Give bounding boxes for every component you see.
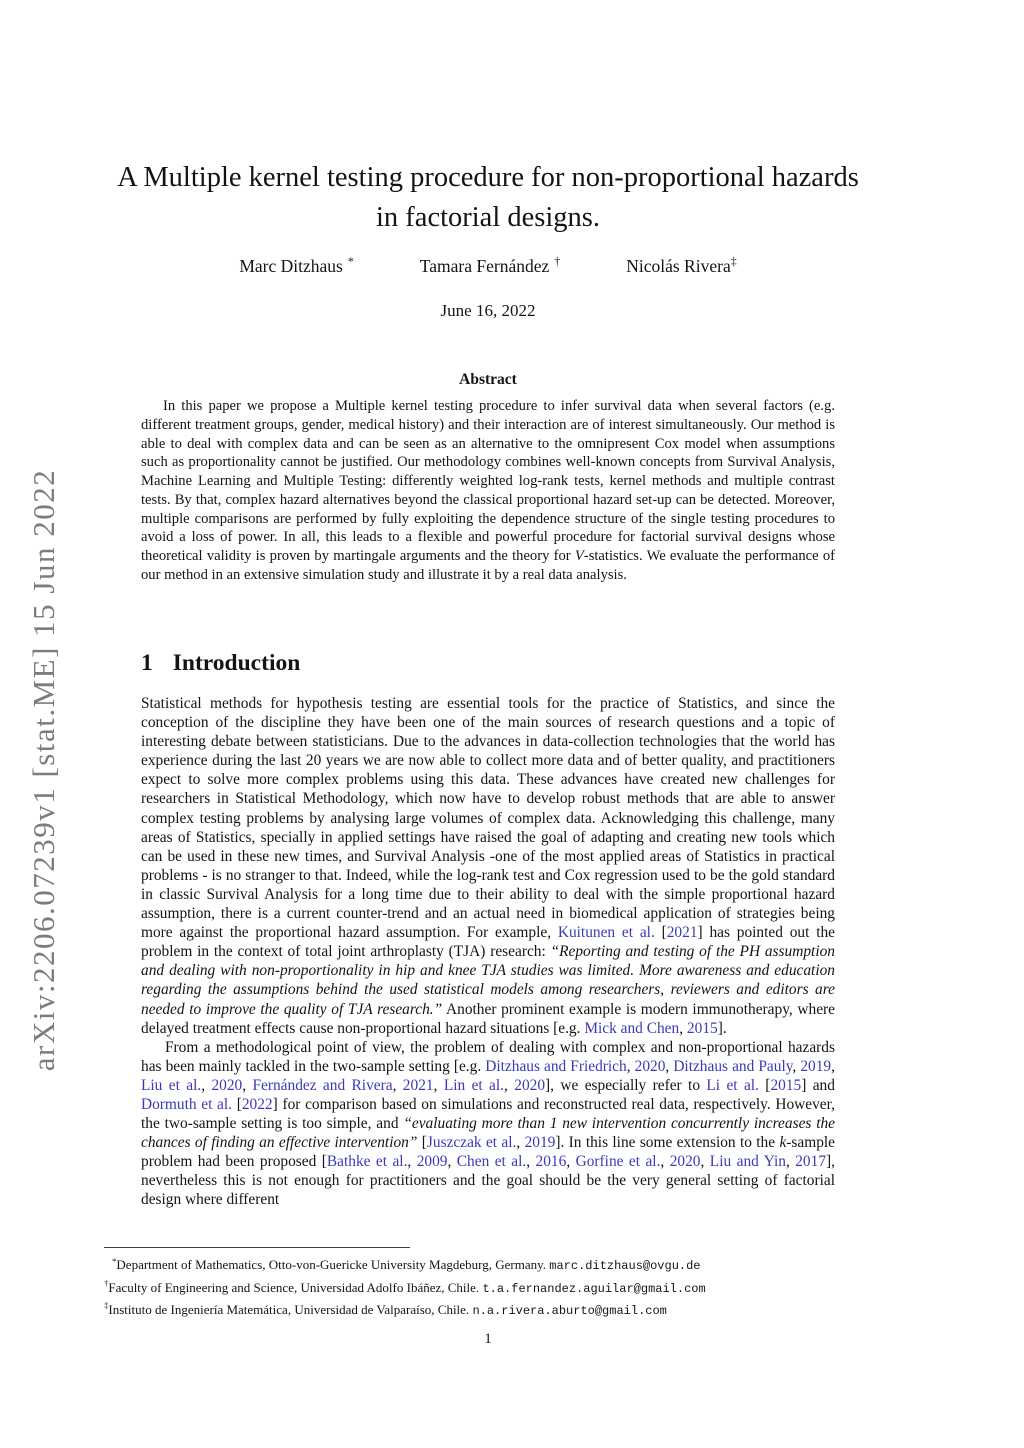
author-affiliation-mark: ‡ (730, 254, 737, 268)
citation-link[interactable]: Fernández and Rivera (252, 1076, 393, 1094)
text-segment: [ (654, 924, 667, 942)
citation-link[interactable]: Li et al. (706, 1076, 759, 1094)
citation-link[interactable]: Liu et al. (141, 1076, 202, 1094)
author (626, 254, 736, 277)
citation-link[interactable]: Bathke et al. (326, 1153, 408, 1171)
text-segment: Another prominent example is modern immunotherapy, where delayed treatment effects cause non-proportional hazard situations [e.g. (141, 1000, 835, 1037)
citation-link[interactable]: Kuitunen et al. (557, 924, 655, 942)
text-segment: , (407, 1153, 417, 1171)
text-segment: -sample problem had been proposed [ (141, 1134, 836, 1171)
paper-title-line: in factorial designs. (376, 202, 600, 233)
paper-date: June 16, 2022 (440, 301, 536, 320)
text-segment: ], we especially refer to (545, 1076, 707, 1094)
text-segment: , (516, 1134, 525, 1152)
footnote-mark: † (104, 1278, 109, 1289)
citation-link[interactable]: Ditzhaus and Friedrich (485, 1057, 627, 1075)
text-segment: , (242, 1076, 253, 1094)
author-list (239, 254, 736, 277)
text-segment: , (433, 1076, 444, 1094)
citation-link[interactable]: 2020 (514, 1076, 546, 1094)
citation-link[interactable]: 2019 (524, 1134, 556, 1152)
citation-link[interactable]: Lin et al. (443, 1076, 505, 1094)
citation-link[interactable]: Juszczak et al. (426, 1134, 517, 1152)
text-segment: -statistics. We evaluate the performance of our method in an extensive simulation study and illustrate it by a real data analysis. (141, 548, 836, 583)
citation-link[interactable]: Gorfine et al. (575, 1153, 661, 1171)
citation-link[interactable]: 2019 (800, 1057, 832, 1075)
citation-link[interactable]: 2021 (402, 1076, 434, 1094)
text-segment: “Reporting and testing of the PH assumption and dealing with non-proportionality in hip and knee TJA studies was limited. More awareness and education regarding the assumptions behind the used statistical models among researchers, reviewers and editors are needed to improve the quality of TJA research.” (141, 943, 835, 1018)
citation-link[interactable]: 2022 (241, 1095, 273, 1113)
text-segment: Instituto de Ingeniería Matemática, Universidad de Valparaíso, Chile. (108, 1301, 473, 1317)
citation-link[interactable]: 2020 (634, 1057, 666, 1075)
paper-title-line: A Multiple kernel testing procedure for non-proportional hazards (117, 162, 859, 193)
citation-link[interactable]: 2021 (666, 924, 698, 942)
text-segment: “evaluating more than 1 new intervention concurrently increases the chances of finding an effective intervention” (141, 1115, 835, 1152)
text-segment: , (700, 1153, 710, 1171)
email-text: n.a.rivera.aburto@gmail.com (472, 1303, 667, 1318)
text-segment: , (626, 1057, 635, 1075)
text-segment: , (785, 1153, 796, 1171)
text-segment: ]. (717, 1019, 727, 1037)
text-segment: ] and (801, 1076, 835, 1094)
footnote-text (116, 1257, 700, 1272)
footnote-rule (104, 1247, 410, 1248)
text-segment: ] for comparison based on simulations and reconstructed real data, respectively. However, the two-sample setting is too simple, and (141, 1095, 835, 1133)
text-segment: Department of Mathematics, Otto-von-Guericke University Magdeburg, Germany. (116, 1257, 550, 1273)
text-segment: , (504, 1076, 515, 1094)
text-segment: ] has pointed out the problem in the context of total joint arthroplasty (TJA) research: (141, 924, 835, 961)
text-segment: , (447, 1153, 457, 1171)
citation-link[interactable]: 2017 (795, 1153, 827, 1171)
footnote (104, 1253, 816, 1275)
paper-title (117, 158, 859, 238)
abstract-body (141, 397, 835, 585)
footnote (104, 1297, 816, 1319)
footnote-mark: * (112, 1256, 117, 1266)
footnote (104, 1275, 816, 1297)
email-text: marc.ditzhaus@ovgu.de (549, 1259, 701, 1274)
author-name: Marc Ditzhaus (239, 255, 343, 276)
arxiv-stamp: arXiv:2206.07239v1 [stat.ME] 15 Jun 2022 (26, 468, 61, 1072)
citation-link[interactable]: 2020 (669, 1153, 701, 1171)
text-segment: [ (232, 1095, 242, 1113)
text-segment: , (792, 1057, 801, 1075)
intro-paragraph-2 (141, 1038, 835, 1210)
text-segment: , (526, 1153, 536, 1171)
citation-link[interactable]: 2015 (686, 1019, 718, 1037)
section-title: Introduction (172, 650, 301, 676)
text-segment: , (392, 1076, 403, 1094)
footnote-text (108, 1302, 666, 1317)
author (420, 254, 560, 277)
intro-paragraph-1 (141, 694, 835, 1038)
introduction-text (141, 694, 835, 1210)
text-segment: , (566, 1153, 576, 1171)
text-segment: From a methodological point of view, the problem of dealing with complex and non-proportional hazards has been mainly tackled in the two-sample setting [e.g. (141, 1038, 835, 1075)
text-segment: , (201, 1076, 212, 1094)
citation-link[interactable]: 2020 (211, 1076, 243, 1094)
text-segment: , (665, 1057, 674, 1075)
author-affiliation-mark: † (554, 254, 561, 268)
text-segment: , (660, 1153, 670, 1171)
citation-link[interactable]: 2009 (416, 1153, 448, 1171)
citation-link[interactable]: Mick and Chen (584, 1019, 680, 1037)
text-segment: Faculty of Engineering and Science, Universidad Adolfo Ibáñez, Chile. (108, 1279, 483, 1295)
footnote-block (104, 1247, 816, 1320)
text-segment: Statistical methods for hypothesis testing are essential tools for the practice of Statistics, and since the conception of the discipline they have been one of the main sources of research questions and a topic of interesting debate between statisticians. Due to the advances in data-collection technologies that the world has experience during the last 20 years we are now able to collect more data and of better quality, and practitioners expect to solve more complex problems using this data. These advances have created new challenges for researchers in Statistical Methodology, which now have to develop robust methods that are able to answer complex testing problems by analysing large volumes of complex data. Acknowledging this challenge, many areas of Statistics, specially in applied settings have raised the goal of adapting and creating new tools which can be used in these new times, and Survival Analysis -one of the most applied areas of Statistics in practical problems - is no stranger to that. Indeed, while the log-rank test and Cox regression used to be the gold standard in classic Survival Analysis for a long time due to their ability to deal with the simple proportional hazard assumption, there is a current counter-trend and an actual need in biomedical application of strategies being more against the proportional hazard assumption. For example, (141, 695, 835, 942)
author-name: Nicolás Rivera (626, 255, 731, 276)
abstract-heading: Abstract (459, 371, 517, 388)
author (239, 254, 353, 277)
author-name: Tamara Fernández (419, 255, 550, 276)
text-segment: V (574, 548, 584, 564)
citation-link[interactable]: 2016 (535, 1153, 567, 1171)
citation-link[interactable]: Liu and Yin (709, 1153, 786, 1171)
email-text: t.a.fernandez.aguilar@gmail.com (482, 1281, 706, 1296)
footnote-mark: ‡ (104, 1300, 109, 1311)
citation-link[interactable]: Dormuth et al. (141, 1095, 233, 1113)
page-number: 1 (484, 1331, 492, 1347)
text-segment: [ (758, 1076, 771, 1094)
author-affiliation-mark: * (347, 254, 354, 268)
text-segment: In this paper we propose a Multiple kernel testing procedure to infer survival data when several factors (e.g. different treatment groups, gender, medical history) and their interaction are of interest simultaneously. Our method is able to deal with complex data and can be seen as an alternative to the omnipresent Cox model when assumptions such as proportionality cannot be justified. Our methodology combines well-known concepts from Survival Analysis, Machine Learning and Multiple Testing: differently weighted log-rank tests, kernel methods and multiple contrast tests. By that, complex hazard alternatives beyond the classical proportional hazard set-up can be detected. Moreover, multiple comparisons are performed by fully exploiting the dependence structure of the single testing procedures to avoid a loss of power. In all, this leads to a flexible and powerful procedure for factorial survival designs whose theoretical validity is proven by martingale arguments and the theory for (141, 398, 835, 564)
citation-link[interactable]: Chen et al. (456, 1153, 527, 1171)
section-number: 1 (141, 650, 153, 676)
text-segment: , (831, 1057, 835, 1075)
section-heading-introduction (141, 650, 300, 677)
text-segment: k (779, 1134, 787, 1152)
footnote-text (108, 1280, 705, 1295)
citation-link[interactable]: 2015 (770, 1076, 802, 1094)
citation-link[interactable]: Ditzhaus and Pauly (673, 1057, 793, 1075)
text-segment: , (679, 1019, 687, 1037)
text-segment: ]. In this line some extension to the (555, 1134, 780, 1152)
text-segment: ], nevertheless this is not enough for practitioners and the goal should be the very general setting of factorial design where different (141, 1153, 835, 1209)
text-segment: [ (417, 1134, 427, 1152)
